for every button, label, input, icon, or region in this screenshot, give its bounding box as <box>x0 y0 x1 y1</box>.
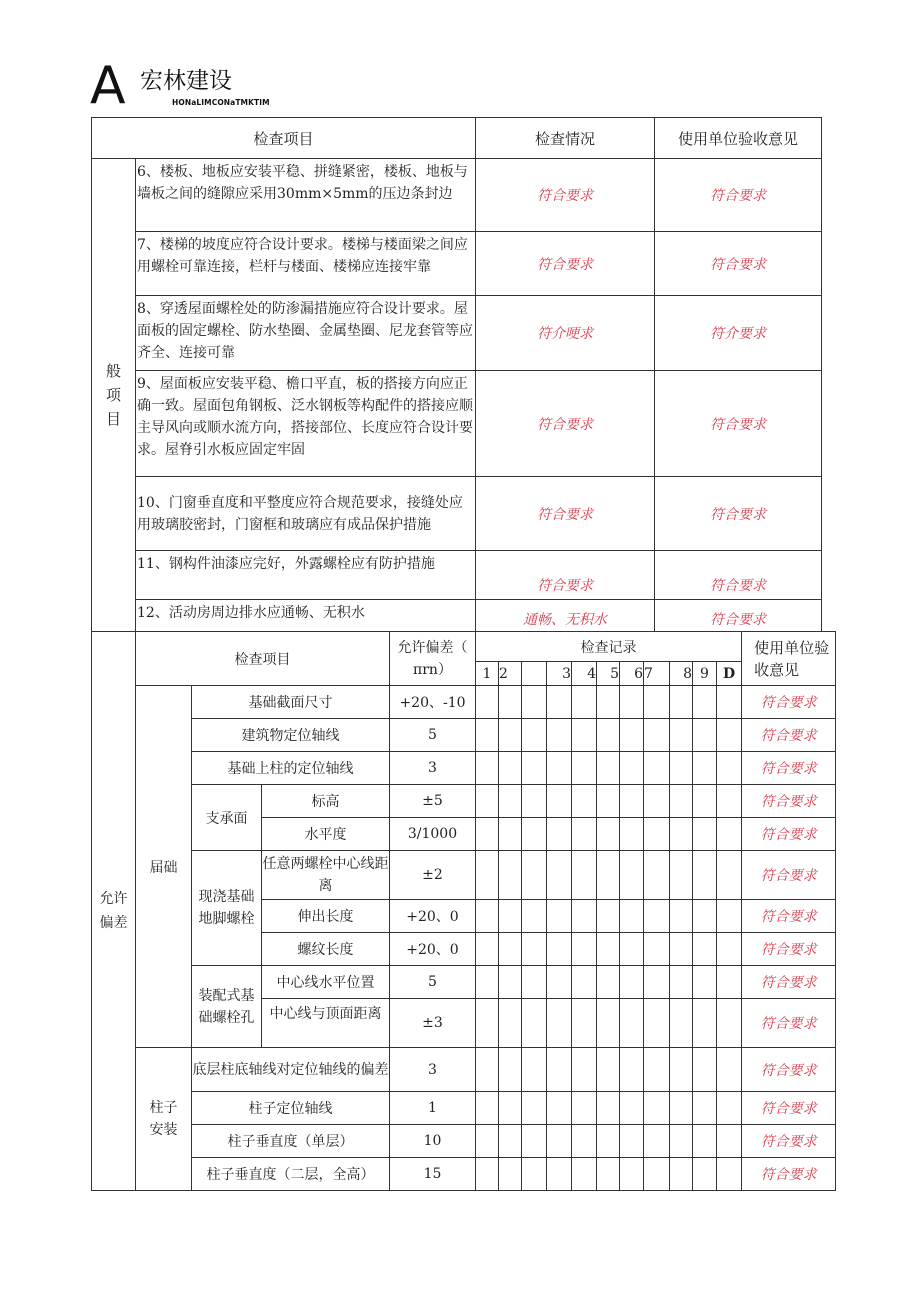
record-cell <box>693 1125 717 1158</box>
record-cell <box>670 719 693 752</box>
record-cell <box>572 1125 597 1158</box>
record-cell <box>476 785 499 818</box>
record-col-header: 1 <box>476 662 499 686</box>
record-cell <box>693 818 717 851</box>
check-status: 符合要求 <box>476 232 655 296</box>
record-cell <box>572 686 597 719</box>
record-cell <box>620 1092 644 1125</box>
tolerance-opinion: 符合要求 <box>742 933 836 966</box>
tolerance-item: 基础上柱的定位轴线 <box>192 752 390 785</box>
record-cell <box>476 966 499 999</box>
record-cell <box>644 752 670 785</box>
record-cell <box>572 966 597 999</box>
record-cell <box>597 1048 620 1092</box>
acceptance-opinion: 符合要求 <box>655 551 822 600</box>
header-acceptance-opinion <box>742 632 836 686</box>
tolerance-item: 基础截面尺寸 <box>192 686 390 719</box>
record-cell <box>670 752 693 785</box>
tolerance-allow: 1 <box>390 1092 476 1125</box>
acceptance-opinion: 符合要求 <box>655 477 822 551</box>
record-cell <box>717 966 742 999</box>
record-cell <box>522 851 547 900</box>
record-cell <box>620 900 644 933</box>
group-cast-in-anchor-bolt <box>192 851 262 966</box>
record-cell <box>620 785 644 818</box>
tolerance-opinion: 符合要求 <box>742 999 836 1048</box>
record-cell <box>717 752 742 785</box>
check-item-text: 9、屋面板应安装平稳、檐口平直，板的搭接方向应正确一致。屋面包角钢板、泛水钢板等构配件的搭接应顺主导风向或顺水流方向，搭接部位、长度应符合设计要求。屋脊引水板应固定牢固 <box>136 371 476 477</box>
record-cell <box>597 1158 620 1191</box>
record-cell <box>547 966 572 999</box>
tolerance-opinion: 符合要求 <box>742 966 836 999</box>
record-cell <box>476 851 499 900</box>
record-cell <box>522 752 547 785</box>
record-cell <box>522 686 547 719</box>
group-foundation: 届础 <box>136 686 192 1048</box>
record-cell <box>572 1158 597 1191</box>
record-cell <box>620 966 644 999</box>
record-cell <box>620 686 644 719</box>
record-cell <box>693 933 717 966</box>
tolerance-opinion: 符合要求 <box>742 719 836 752</box>
record-cell <box>644 785 670 818</box>
record-cell <box>620 999 644 1048</box>
record-cell <box>499 933 522 966</box>
record-cell <box>499 1125 522 1158</box>
tolerance-opinion: 符合要求 <box>742 818 836 851</box>
check-item-text: 7、楼梯的坡度应符合设计要求。楼梯与楼面梁之间应用螺栓可靠连接，栏杆与楼面、楼梯应连接牢靠 <box>136 232 476 296</box>
record-cell <box>644 900 670 933</box>
record-cell <box>597 966 620 999</box>
record-cell <box>522 999 547 1048</box>
record-cell <box>644 719 670 752</box>
record-cell <box>572 1092 597 1125</box>
record-cell <box>717 999 742 1048</box>
acceptance-opinion: 符合要求 <box>655 232 822 296</box>
record-cell <box>620 933 644 966</box>
record-cell <box>476 1158 499 1191</box>
record-cell <box>547 752 572 785</box>
record-cell <box>693 900 717 933</box>
opinion-header-line: 收意见 <box>754 660 800 679</box>
record-cell <box>597 686 620 719</box>
category-line: 允许 <box>99 891 128 907</box>
group-line: 地脚螺栓 <box>198 911 255 927</box>
record-cell <box>547 1125 572 1158</box>
record-cell <box>693 851 717 900</box>
record-cell <box>717 1048 742 1092</box>
record-cell <box>670 1125 693 1158</box>
check-status: 符合要求 <box>476 551 655 600</box>
record-cell <box>644 1092 670 1125</box>
record-cell <box>693 1158 717 1191</box>
tolerance-item: 柱子垂直度（二层，全高） <box>192 1158 390 1191</box>
record-col-header: 3 <box>547 662 572 686</box>
logo-subtitle: HONaLIMCONaTMKTIM <box>172 98 270 107</box>
tolerance-item: 柱子定位轴线 <box>192 1092 390 1125</box>
record-col-header: 5 <box>597 662 620 686</box>
record-cell <box>547 1092 572 1125</box>
tolerance-item: 中心线水平位置 <box>262 966 390 999</box>
tolerance-item: 中心线与顶面距离 <box>262 999 390 1048</box>
opinion-header-line: 使用单位验 <box>754 638 830 657</box>
acceptance-opinion: 符介要求 <box>655 296 822 371</box>
header-check-record: 检查记录 <box>476 632 742 662</box>
record-cell <box>620 1158 644 1191</box>
group-line: 安装 <box>149 1122 178 1138</box>
company-logo <box>90 56 290 116</box>
record-cell <box>644 933 670 966</box>
record-cell <box>717 851 742 900</box>
category-line: 目 <box>105 410 121 428</box>
tolerance-allow: 5 <box>390 719 476 752</box>
record-cell <box>522 719 547 752</box>
record-cell <box>717 900 742 933</box>
tolerance-allow: 15 <box>390 1158 476 1191</box>
record-cell <box>693 1048 717 1092</box>
record-cell <box>597 752 620 785</box>
header-check-item: 检查项目 <box>92 118 476 159</box>
record-cell <box>670 900 693 933</box>
record-cell <box>597 719 620 752</box>
record-col-header: 6 <box>620 662 644 686</box>
general-items-table <box>91 117 822 632</box>
record-col-header: 2 <box>499 662 522 686</box>
tolerance-allow: ±2 <box>390 851 476 900</box>
record-cell <box>476 1125 499 1158</box>
group-support-surface: 支承面 <box>192 785 262 851</box>
check-status: 符介哽求 <box>476 296 655 371</box>
record-cell <box>499 999 522 1048</box>
tolerance-opinion: 符合要求 <box>742 785 836 818</box>
group-prefab-bolt-hole <box>192 966 262 1048</box>
tolerance-opinion: 符合要求 <box>742 1158 836 1191</box>
logo-letter: A <box>90 56 126 116</box>
record-cell <box>499 752 522 785</box>
group-line: 柱子 <box>149 1100 178 1116</box>
record-cell <box>572 818 597 851</box>
record-cell <box>522 900 547 933</box>
tolerance-allow: 5 <box>390 966 476 999</box>
tolerance-opinion: 符合要求 <box>742 752 836 785</box>
record-col-header: 7 <box>644 662 670 686</box>
tolerance-opinion: 符合要求 <box>742 1048 836 1092</box>
record-cell <box>597 900 620 933</box>
record-cell <box>644 686 670 719</box>
tolerance-item: 伸出长度 <box>262 900 390 933</box>
record-cell <box>499 1048 522 1092</box>
record-cell <box>717 818 742 851</box>
record-cell <box>499 1158 522 1191</box>
record-cell <box>620 752 644 785</box>
group-line: 础螺栓孔 <box>198 1009 255 1026</box>
record-cell <box>499 785 522 818</box>
record-cell <box>670 686 693 719</box>
group-line: 装配式基 <box>198 987 255 1004</box>
record-cell <box>522 1125 547 1158</box>
record-cell <box>670 785 693 818</box>
record-cell <box>476 1092 499 1125</box>
check-item-text: 6、楼板、地板应安装平稳、拼缝紧密，楼板、地板与墙板之间的缝隙应采用30mm×5mm的压边条封边 <box>136 159 476 232</box>
record-cell <box>620 818 644 851</box>
record-cell <box>670 933 693 966</box>
record-cell <box>620 851 644 900</box>
tolerance-allow: ±5 <box>390 785 476 818</box>
tolerance-allow: ±3 <box>390 999 476 1048</box>
tolerance-opinion: 符合要求 <box>742 1092 836 1125</box>
record-cell <box>547 686 572 719</box>
tolerance-allow: +20、0 <box>390 933 476 966</box>
record-cell <box>476 933 499 966</box>
record-cell <box>547 900 572 933</box>
tolerance-opinion: 符合要求 <box>742 1125 836 1158</box>
record-col-header: D <box>717 662 742 686</box>
check-status: 符合要求 <box>476 159 655 232</box>
record-cell <box>547 1158 572 1191</box>
record-cell <box>522 933 547 966</box>
general-category-label <box>92 159 136 632</box>
tolerance-category-label <box>92 632 136 1191</box>
tolerance-allow: 3/1000 <box>390 818 476 851</box>
record-cell <box>476 900 499 933</box>
allow-header-line: πrn） <box>413 661 452 678</box>
group-line: 现浇基础 <box>198 889 255 905</box>
record-cell <box>572 900 597 933</box>
record-cell <box>547 999 572 1048</box>
tolerance-item: 底层柱底轴线对定位轴线的偏差 <box>192 1048 390 1092</box>
acceptance-opinion: 符合要求 <box>655 371 822 477</box>
record-cell <box>522 1092 547 1125</box>
record-cell <box>717 785 742 818</box>
record-cell <box>547 851 572 900</box>
record-cell <box>670 1158 693 1191</box>
record-cell <box>476 686 499 719</box>
tolerance-item: 柱子垂直度（单层） <box>192 1125 390 1158</box>
record-cell <box>620 1125 644 1158</box>
record-cell <box>572 933 597 966</box>
record-cell <box>597 1092 620 1125</box>
record-cell <box>644 1158 670 1191</box>
tolerance-allow: 10 <box>390 1125 476 1158</box>
header-allowable-deviation <box>390 632 476 686</box>
record-cell <box>670 966 693 999</box>
record-cell <box>597 818 620 851</box>
record-cell <box>693 752 717 785</box>
tolerance-item: 水平度 <box>262 818 390 851</box>
tolerance-allow: +20、-10 <box>390 686 476 719</box>
record-cell <box>670 818 693 851</box>
record-cell <box>597 785 620 818</box>
record-cell <box>522 1048 547 1092</box>
category-line: 项 <box>105 386 121 404</box>
check-item-text: 11、钢构件油漆应完好，外露螺栓应有防护措施 <box>136 551 476 600</box>
record-cell <box>572 1048 597 1092</box>
tolerance-opinion: 符合要求 <box>742 851 836 900</box>
tolerance-item: 建筑物定位轴线 <box>192 719 390 752</box>
record-cell <box>717 1125 742 1158</box>
tolerance-allow: +20、0 <box>390 900 476 933</box>
header-check-status: 检查情况 <box>476 118 655 159</box>
acceptance-opinion: 符合要求 <box>655 159 822 232</box>
header-acceptance-opinion: 使用单位验收意见 <box>655 118 822 159</box>
record-col-header: 8 <box>670 662 693 686</box>
record-cell <box>522 1158 547 1191</box>
record-cell <box>547 818 572 851</box>
record-col-header: 4 <box>572 662 597 686</box>
record-cell <box>547 719 572 752</box>
record-cell <box>547 933 572 966</box>
record-cell <box>499 1092 522 1125</box>
record-cell <box>644 966 670 999</box>
check-item-text: 8、穿透屋面螺栓处的防渗漏措施应符合设计要求。屋面板的固定螺栓、防水垫圈、金属垫圈、尼龙套管等应齐全、连接可靠 <box>136 296 476 371</box>
record-cell <box>597 851 620 900</box>
record-col-header: 9 <box>693 662 717 686</box>
record-cell <box>476 1048 499 1092</box>
record-cell <box>597 933 620 966</box>
tolerance-item: 螺纹长度 <box>262 933 390 966</box>
tolerance-table <box>91 631 836 1191</box>
record-cell <box>547 1048 572 1092</box>
record-cell <box>597 1125 620 1158</box>
tolerance-allow: 3 <box>390 752 476 785</box>
tolerance-opinion: 符合要求 <box>742 686 836 719</box>
record-cell <box>476 818 499 851</box>
record-cell <box>499 719 522 752</box>
record-cell <box>572 999 597 1048</box>
record-cell <box>693 785 717 818</box>
category-line: 般 <box>105 362 121 380</box>
record-cell <box>693 999 717 1048</box>
record-cell <box>670 999 693 1048</box>
check-status: 符合要求 <box>476 371 655 477</box>
record-cell <box>499 686 522 719</box>
record-cell <box>597 999 620 1048</box>
check-item-text: 12、活动房周边排水应通畅、无积水 <box>136 600 476 632</box>
record-cell <box>644 1125 670 1158</box>
record-cell <box>499 818 522 851</box>
record-cell <box>693 719 717 752</box>
record-cell <box>670 1048 693 1092</box>
record-cell <box>693 1092 717 1125</box>
header-check-item: 检查项目 <box>136 632 390 686</box>
record-cell <box>717 686 742 719</box>
record-cell <box>572 752 597 785</box>
allow-header-line: 允许偏差（ <box>397 639 468 656</box>
group-column-install <box>136 1048 192 1191</box>
record-cell <box>644 999 670 1048</box>
record-cell <box>644 1048 670 1092</box>
record-cell <box>522 966 547 999</box>
record-cell <box>717 719 742 752</box>
acceptance-opinion: 符合要求 <box>655 600 822 632</box>
record-cell <box>620 1048 644 1092</box>
record-cell <box>572 851 597 900</box>
record-cell <box>693 966 717 999</box>
record-cell <box>522 818 547 851</box>
tolerance-item: 标高 <box>262 785 390 818</box>
record-cell <box>547 785 572 818</box>
record-cell <box>717 933 742 966</box>
record-cell <box>499 966 522 999</box>
record-cell <box>499 900 522 933</box>
logo-company-name: 宏林建设 <box>140 68 232 94</box>
record-cell <box>522 785 547 818</box>
check-status: 通畅、无积水 <box>476 600 655 632</box>
record-cell <box>572 719 597 752</box>
tolerance-allow: 3 <box>390 1048 476 1092</box>
record-cell <box>620 719 644 752</box>
record-cell <box>644 851 670 900</box>
record-cell <box>670 851 693 900</box>
record-cell <box>644 818 670 851</box>
record-cell <box>717 1158 742 1191</box>
check-item-text: 10、门窗垂直度和平整度应符合规范要求，接缝处应用玻璃胶密封，门窗框和玻璃应有成品保护措施 <box>136 477 476 551</box>
tolerance-item: 任意两螺栓中心线距离 <box>262 851 390 900</box>
category-line: 偏差 <box>99 915 128 931</box>
record-cell <box>499 851 522 900</box>
record-cell <box>476 719 499 752</box>
record-cell <box>572 785 597 818</box>
record-cell <box>717 1092 742 1125</box>
record-cell <box>476 999 499 1048</box>
record-cell <box>670 1092 693 1125</box>
record-cell <box>476 752 499 785</box>
tolerance-opinion: 符合要求 <box>742 900 836 933</box>
record-cell <box>693 686 717 719</box>
record-col-header <box>522 662 547 686</box>
check-status: 符合要求 <box>476 477 655 551</box>
